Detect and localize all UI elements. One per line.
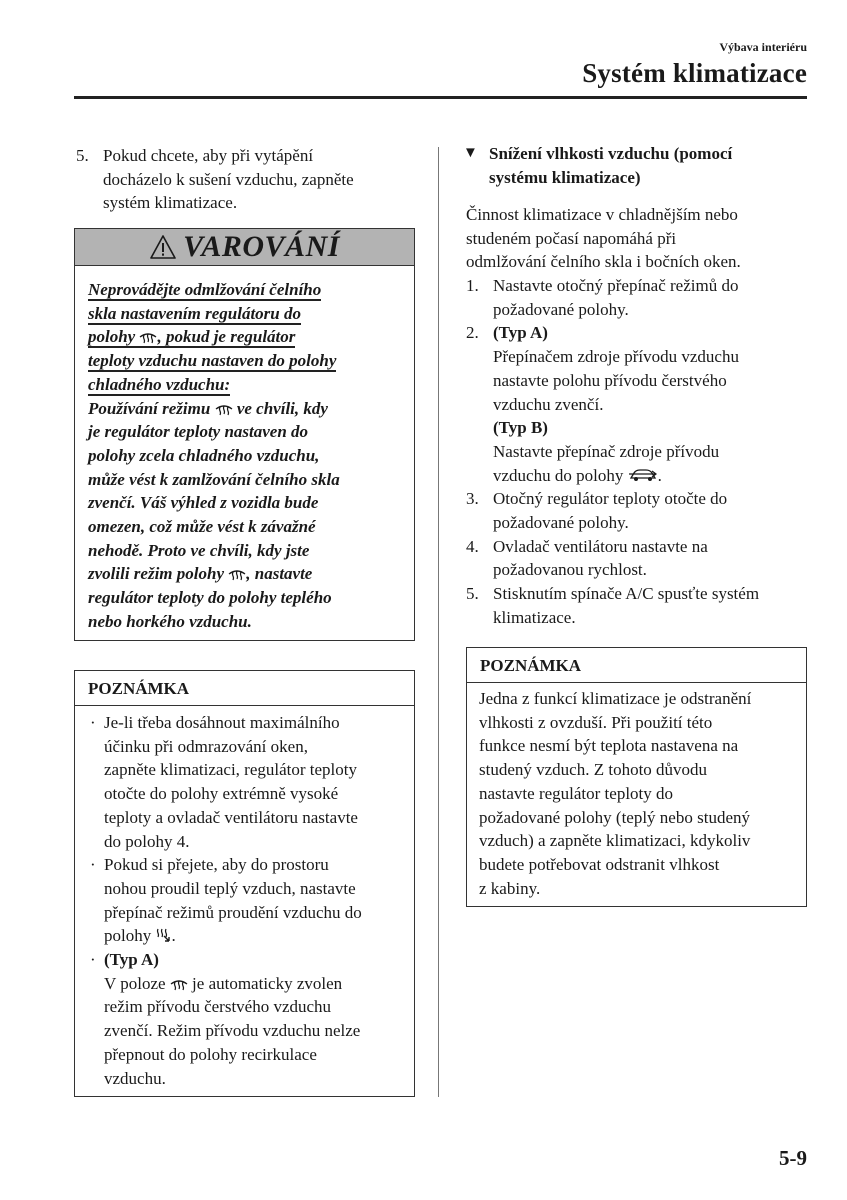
warning-line: polohy , pokud je regulátor bbox=[88, 327, 296, 347]
step-line: docházelo k sušení vzduchu, zapněte bbox=[103, 169, 354, 189]
note-bullet: · Je-li třeba dosáhnout maximálního účinku při odmrazování oken, zapněte klimatizaci, regulátor teploty otočte do polohy extrémně vysoké teploty a ovladač ventilátoru nastavte do polohy 4. bbox=[90, 713, 358, 851]
warning-line: může vést k zamlžování čelního skla bbox=[88, 469, 340, 489]
warning-title: VAROVÁNÍ bbox=[183, 230, 340, 263]
warning-line: zvolili režim polohy , nastavte bbox=[88, 564, 313, 584]
warning-line: polohy zcela chladného vzduchu, bbox=[88, 445, 320, 465]
floor-airflow-icon bbox=[155, 927, 171, 943]
warning-line: omezen, což může vést k závažné bbox=[88, 517, 316, 537]
note-bullet: · Pokud si přejete, aby do prostoru nohou proudil teplý vzduch, nastavte přepínač režimů proudění vzduchu do polohy . bbox=[90, 855, 362, 946]
warning-line: je regulátor teploty nastaven do bbox=[88, 422, 309, 442]
note-bullet: · (Typ A) V poloze je automaticky zvolen režim přívodu čerstvého vzduchu zvenčí. Režim přívodu vzduchu nelze přepnout do polohy recirkulace vzduchu. bbox=[90, 950, 361, 1088]
warning-line: regulátor teploty do polohy teplého bbox=[88, 588, 332, 608]
step-line: systém klimatizace. bbox=[103, 193, 238, 213]
warning-box bbox=[74, 228, 415, 641]
warning-line: chladného vzduchu: bbox=[88, 374, 231, 394]
step-1: 1. Nastavte otočný přepínač režimů do požadované polohy. bbox=[466, 276, 739, 319]
heading-line: Snížení vlhkosti vzduchu (pomocí bbox=[489, 144, 733, 163]
warning-line: Používání režimu ve chvíli, kdy bbox=[88, 398, 328, 418]
windshield-defrost-icon bbox=[170, 975, 188, 991]
step-5: 5. Stisknutím spínače A/C spusťte systém klimatizace. bbox=[466, 584, 760, 627]
warning-line: teploty vzduchu nastaven do polohy bbox=[88, 351, 337, 371]
warning-body bbox=[75, 278, 414, 634]
heading-marker-icon: ▼ bbox=[463, 145, 478, 161]
warning-line: Neprovádějte odmlžování čelního bbox=[88, 280, 322, 299]
column-divider bbox=[438, 147, 439, 1097]
step-4: 4. Ovladač ventilátoru nastavte na požadovanou rychlost. bbox=[466, 536, 708, 580]
step-5 bbox=[76, 144, 433, 215]
warning-line: zvenčí. Váš výhled z vozidla bude bbox=[88, 493, 319, 513]
section-heading bbox=[463, 142, 808, 189]
windshield-defrost-icon bbox=[228, 565, 246, 581]
warning-header bbox=[75, 229, 414, 266]
step-2: 2. (Typ A) Přepínačem zdroje přívodu vzduchu nastavte polohu přívodu čerstvého vzduchu zvenčí. (Typ B) Nastavte přepínač zdroje přívodu vzduchu do polohy . bbox=[466, 323, 739, 485]
note-title: POZNÁMKA bbox=[75, 671, 414, 706]
step-3: 3. Otočný regulátor teploty otočte do požadované polohy. bbox=[466, 489, 728, 533]
note-body: Jedna z funkcí klimatizace je odstranění vlhkosti z ovzduší. Při použití této funkce nesmí být teplota nastavena na studený vzduch. Z tohoto důvodu nastavte regulátor teploty do požadované polohy (teplý nebo studený vzduch) a zapněte klimatizaci, kdykoliv budete potřebovat odstranit vlhkost z kabiny. bbox=[479, 689, 752, 898]
intro-paragraph: Činnost klimatizace v chladnějším nebo studeném počasí napomáhá při odmlžování čelního skla i bočních oken. bbox=[466, 205, 741, 272]
warning-line: nehodě. Proto ve chvíli, kdy jste bbox=[88, 540, 310, 560]
step-number: 5. bbox=[76, 146, 89, 165]
windshield-defrost-icon bbox=[215, 400, 233, 416]
note-box bbox=[74, 670, 415, 1097]
steps-list bbox=[466, 274, 806, 630]
section-label: Výbava interiéru bbox=[719, 40, 807, 54]
warning-line: skla nastavením regulátoru do bbox=[88, 303, 302, 323]
warning-line: nebo horkého vzduchu. bbox=[88, 611, 252, 631]
step-line: Pokud chcete, aby při vytápění bbox=[103, 146, 314, 165]
note-title: POZNÁMKA bbox=[467, 648, 806, 683]
warning-triangle-icon bbox=[149, 234, 177, 260]
page-title: Systém klimatizace bbox=[582, 58, 807, 88]
note-body bbox=[75, 706, 414, 1090]
windshield-defrost-icon bbox=[139, 328, 157, 344]
fresh-air-mode-icon bbox=[628, 467, 658, 483]
header-rule bbox=[74, 96, 807, 99]
note-box bbox=[466, 647, 807, 907]
heading-line: systému klimatizace) bbox=[489, 167, 641, 187]
page-number: 5-9 bbox=[779, 1146, 807, 1170]
